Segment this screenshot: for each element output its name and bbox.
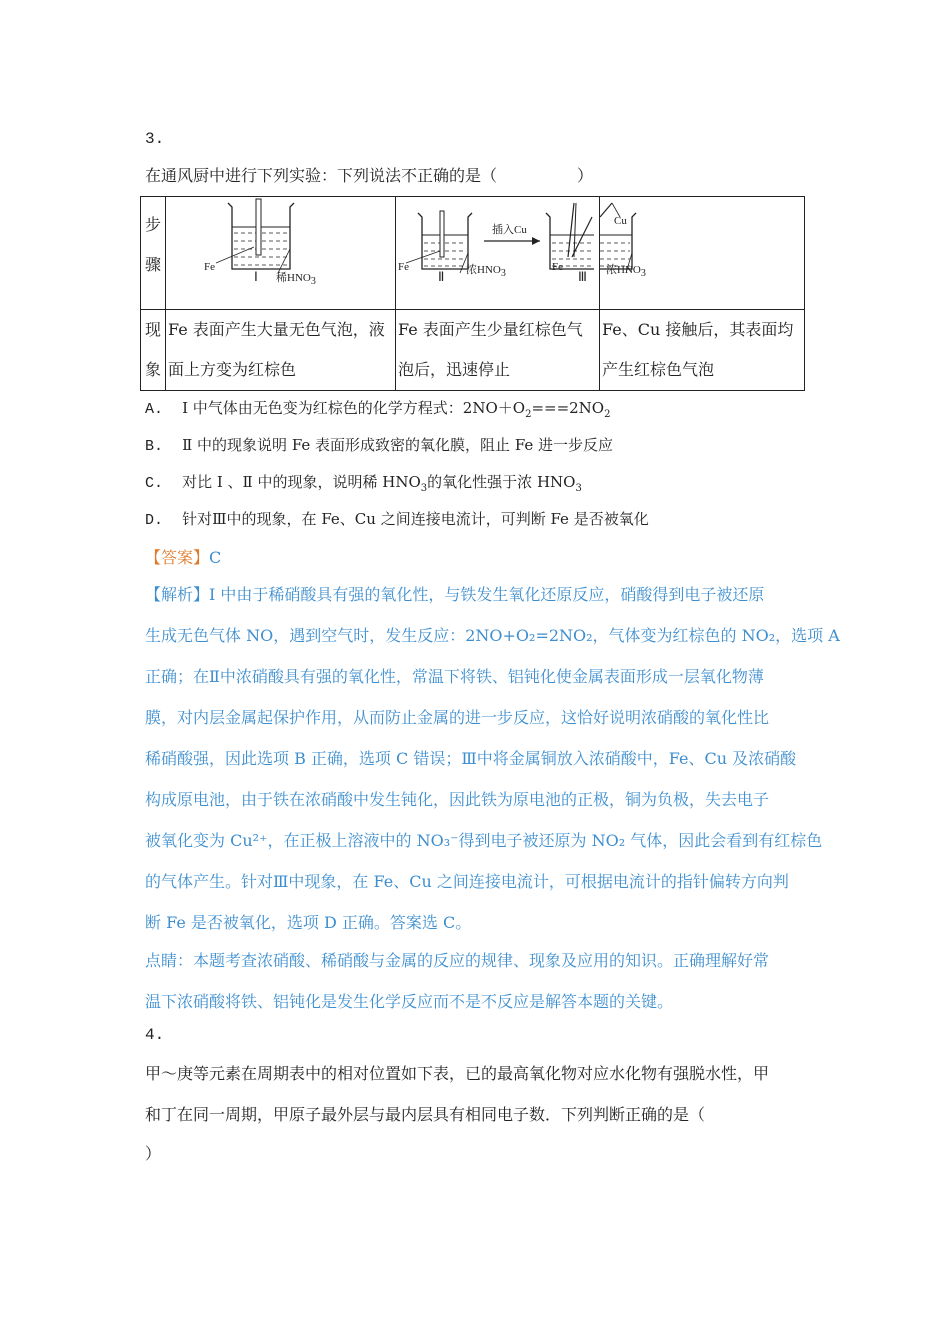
- phenomenon-3: Fe、Cu 接触后，其表面均 产生红棕色气泡: [600, 310, 805, 391]
- fe-label-3: Fe: [552, 261, 563, 273]
- diagram-cell-1: [166, 197, 396, 310]
- phenomenon-1: Fe 表面产生大量无色气泡，液 面上方变为红棕色: [166, 310, 396, 391]
- question-number-3: 3.: [145, 130, 165, 148]
- cu-label: Cu: [614, 215, 627, 227]
- answer-value: C: [209, 548, 222, 567]
- comment-line-1: 点睛：本题考查浓硝酸、稀硝酸与金属的反应的规律、现象及应用的知识。正确理解好常: [145, 951, 770, 970]
- phenomenon-2: Fe 表面产生少量红棕色气 泡后，迅速停止: [396, 310, 600, 391]
- diagram-cell-2: [396, 197, 600, 310]
- analysis-line-7: 被氧化变为 Cu²⁺，在正极上溶液中的 NO₃⁻得到电子被还原为 NO₂ 气体，因此会看到有红棕色: [145, 831, 823, 850]
- steps-row: [141, 197, 805, 310]
- analysis-line-6: 构成原电池，由于铁在浓硝酸中发生钝化，因此铁为原电池的正极，铜为负极，失去电子: [145, 790, 770, 809]
- beaker-diagram-2: [396, 197, 599, 309]
- analysis-tag: 【解析】: [145, 585, 210, 604]
- beaker-2-3-drawing: [396, 197, 599, 309]
- acid-label-1: 稀$HNO_3$: [276, 272, 316, 288]
- answer-line: [145, 545, 221, 568]
- comment-line-2: 温下浓硝酸将铁、铝钝化是发生化学反应而不是不反应是解答本题的关键。: [145, 992, 674, 1011]
- beaker-1-drawing: [166, 197, 395, 309]
- phenomena-header: 现 象: [141, 310, 166, 391]
- answer-tag: 【答案】: [145, 548, 210, 567]
- question-3-stem: 在通风厨中进行下列实验：下列说法不正确的是（ ）: [145, 166, 594, 185]
- diagram-cell-3: [552, 197, 805, 310]
- option-b: B. Ⅱ 中的现象说明 Fe 表面形成致密的氧化膜，阻止 Fe 进一步反应: [145, 436, 614, 455]
- analysis-line-1: 【解析】Ⅰ 中由于稀硝酸具有强的氧化性，与铁发生氧化还原反应，硝酸得到电子被还原: [145, 585, 765, 604]
- question-4-line-3: ）: [145, 1144, 162, 1163]
- insert-cu-label: 插入Cu: [492, 224, 527, 236]
- analysis-line-8: 的气体产生。针对Ⅲ中现象，在 Fe、Cu 之间连接电流计，可根据电流计的指针偏转方向判: [145, 872, 789, 891]
- roman-label-3: Ⅲ: [578, 269, 587, 284]
- option-d: D. 针对Ⅲ中的现象，在 Fe、Cu 之间连接电流计，可判断 Fe 是否被氧化: [145, 510, 649, 529]
- option-a: A. Ⅰ 中气体由无色变为红棕色的化学方程式：$2NO+O_2===2NO_2$: [145, 399, 611, 420]
- fe-label-1: Fe: [204, 261, 215, 273]
- option-c: C. 对比 Ⅰ 、Ⅱ 中的现象，说明稀 $HNO_3$的氧化性强于浓 $HNO_3$: [145, 473, 582, 494]
- beaker-diagram-3: [552, 197, 804, 309]
- acid-label-3: 浓$HNO_3$: [606, 264, 646, 280]
- steps-header: 步 骤: [141, 197, 166, 310]
- question-number-4: 4.: [145, 1026, 165, 1044]
- question-4-line-1: 甲～庚等元素在周期表中的相对位置如下表，已的最高氧化物对应水化物有强脱水性，甲: [145, 1064, 770, 1083]
- question-4-line-2: 和丁在同一周期，甲原子最外层与最内层具有相同电子数．下列判断正确的是（: [145, 1105, 706, 1124]
- beaker-diagram-1: [166, 197, 395, 309]
- phenomena-row: [141, 310, 805, 391]
- roman-label-1: Ⅰ: [254, 269, 258, 284]
- analysis-line-3: 正确；在Ⅱ中浓硝酸具有强的氧化性，常温下将铁、铝钝化使金属表面形成一层氧化物薄: [145, 667, 764, 686]
- analysis-line-9: 断 Fe 是否被氧化，选项 D 正确。答案选 C。: [145, 913, 472, 932]
- analysis-line-2: 生成无色气体 NO，遇到空气时，发生反应：2NO+O₂=2NO₂，气体变为红棕色的 NO₂，选项 A: [145, 626, 840, 645]
- beaker-3-drawing: [600, 197, 804, 309]
- roman-label-2: Ⅱ: [438, 269, 445, 284]
- fe-label-2: Fe: [398, 261, 409, 273]
- analysis-line-4: 膜，对内层金属起保护作用，从而防止金属的进一步反应，这恰好说明浓硝酸的氧化性比: [145, 708, 770, 727]
- acid-label-2: 浓$HNO_3$: [466, 264, 506, 280]
- experiment-table: [140, 196, 805, 391]
- analysis-line-5: 稀硝酸强，因此选项 B 正确，选项 C 错误；Ⅲ中将金属铜放入浓硝酸中，Fe、Cu 及浓硝酸: [145, 749, 797, 768]
